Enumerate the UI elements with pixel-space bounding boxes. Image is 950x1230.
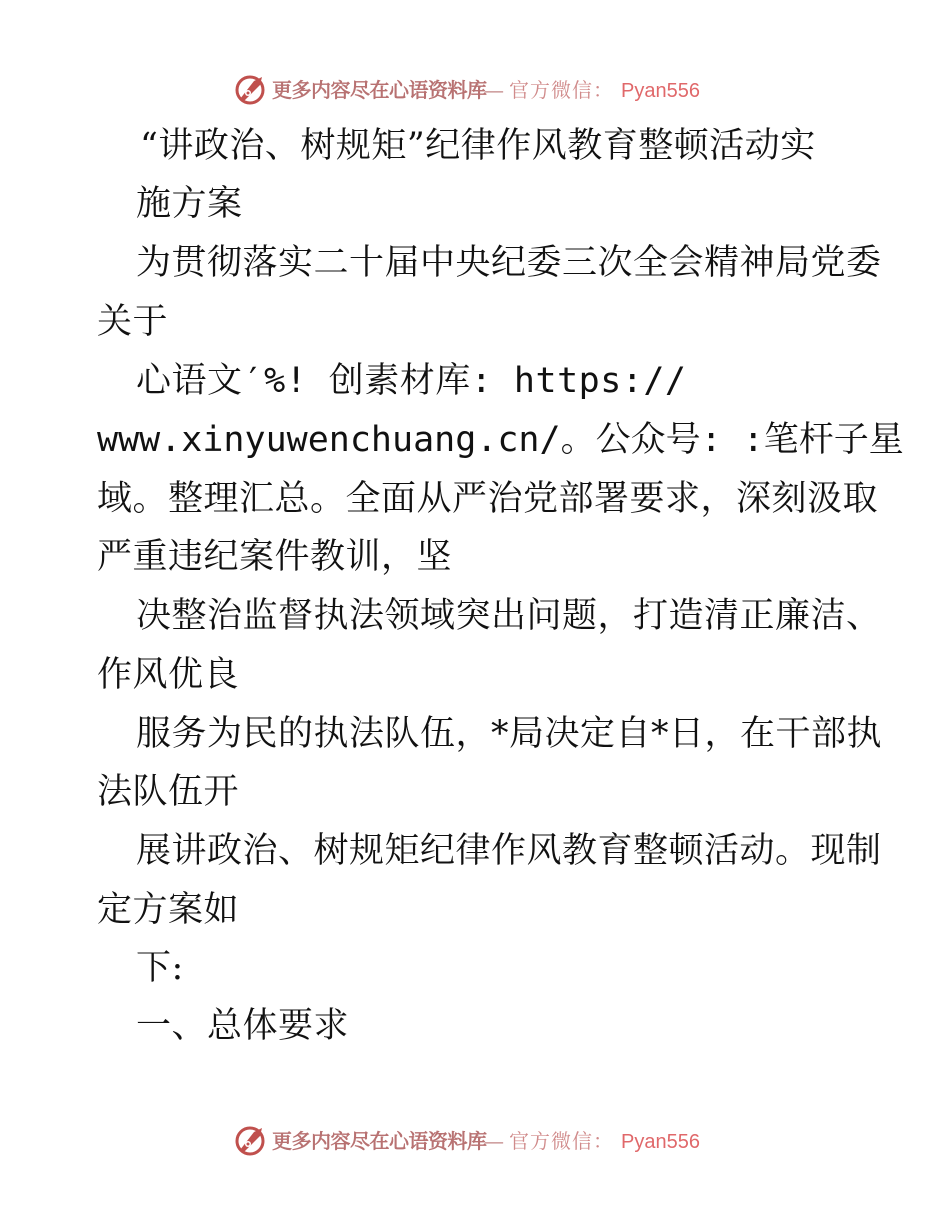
doc-body-line: 服务为民的执法队伍，*局决定自*日，在干部执 [136,714,883,754]
pen-nib-logo-icon [234,1124,268,1158]
banner-site-text: 更多内容尽在心语资料库 [272,78,487,102]
doc-body-line: 为贯彻落实二十届中央纪委三次全会精神局党委 [136,243,882,283]
pen-nib-logo-icon [234,73,268,107]
doc-body-line: 关于 [97,302,169,342]
banner-site-text: 更多内容尽在心语资料库 [272,1129,487,1153]
doc-body-line: 定方案如 [97,890,240,930]
doc-body-line: 作风优良 [97,655,240,695]
doc-title-line-2: 施方案 [136,184,243,224]
doc-body-line: 法队伍开 [97,772,240,812]
doc-section-heading: 一、总体要求 [136,1006,350,1046]
doc-body-line: 决整治监督执法领域突出问题，打造清正廉洁、 [136,596,882,636]
doc-title-line-1: “讲政治、树规矩”纪律作风教育整顿活动实 [140,126,816,166]
header-banner [0,70,950,110]
doc-body-line: www.xinyuwenchuang.cn/。公众号: :笔杆子星 [97,420,904,460]
doc-body-line: 下: [136,948,184,988]
doc-body-line: 严重违纪案件教训，坚 [97,537,453,577]
banner-wechat-id: Pyan556 [621,80,700,102]
banner-wechat-label: 官方微信： [509,1129,614,1153]
doc-body-line: 心语文′%! 创素材库: https:// [136,361,687,401]
footer-banner [0,1121,950,1161]
doc-body-line: 展讲政治、树规矩纪律作风教育整顿活动。现制 [136,831,882,871]
banner-separator: — [484,1129,504,1153]
doc-body-line: 域。整理汇总。全面从严治党部署要求，深刻汲取 [97,479,879,519]
banner-wechat-label: 官方微信： [509,78,614,102]
banner-wechat-id: Pyan556 [621,1131,700,1153]
banner-separator: — [484,78,504,102]
